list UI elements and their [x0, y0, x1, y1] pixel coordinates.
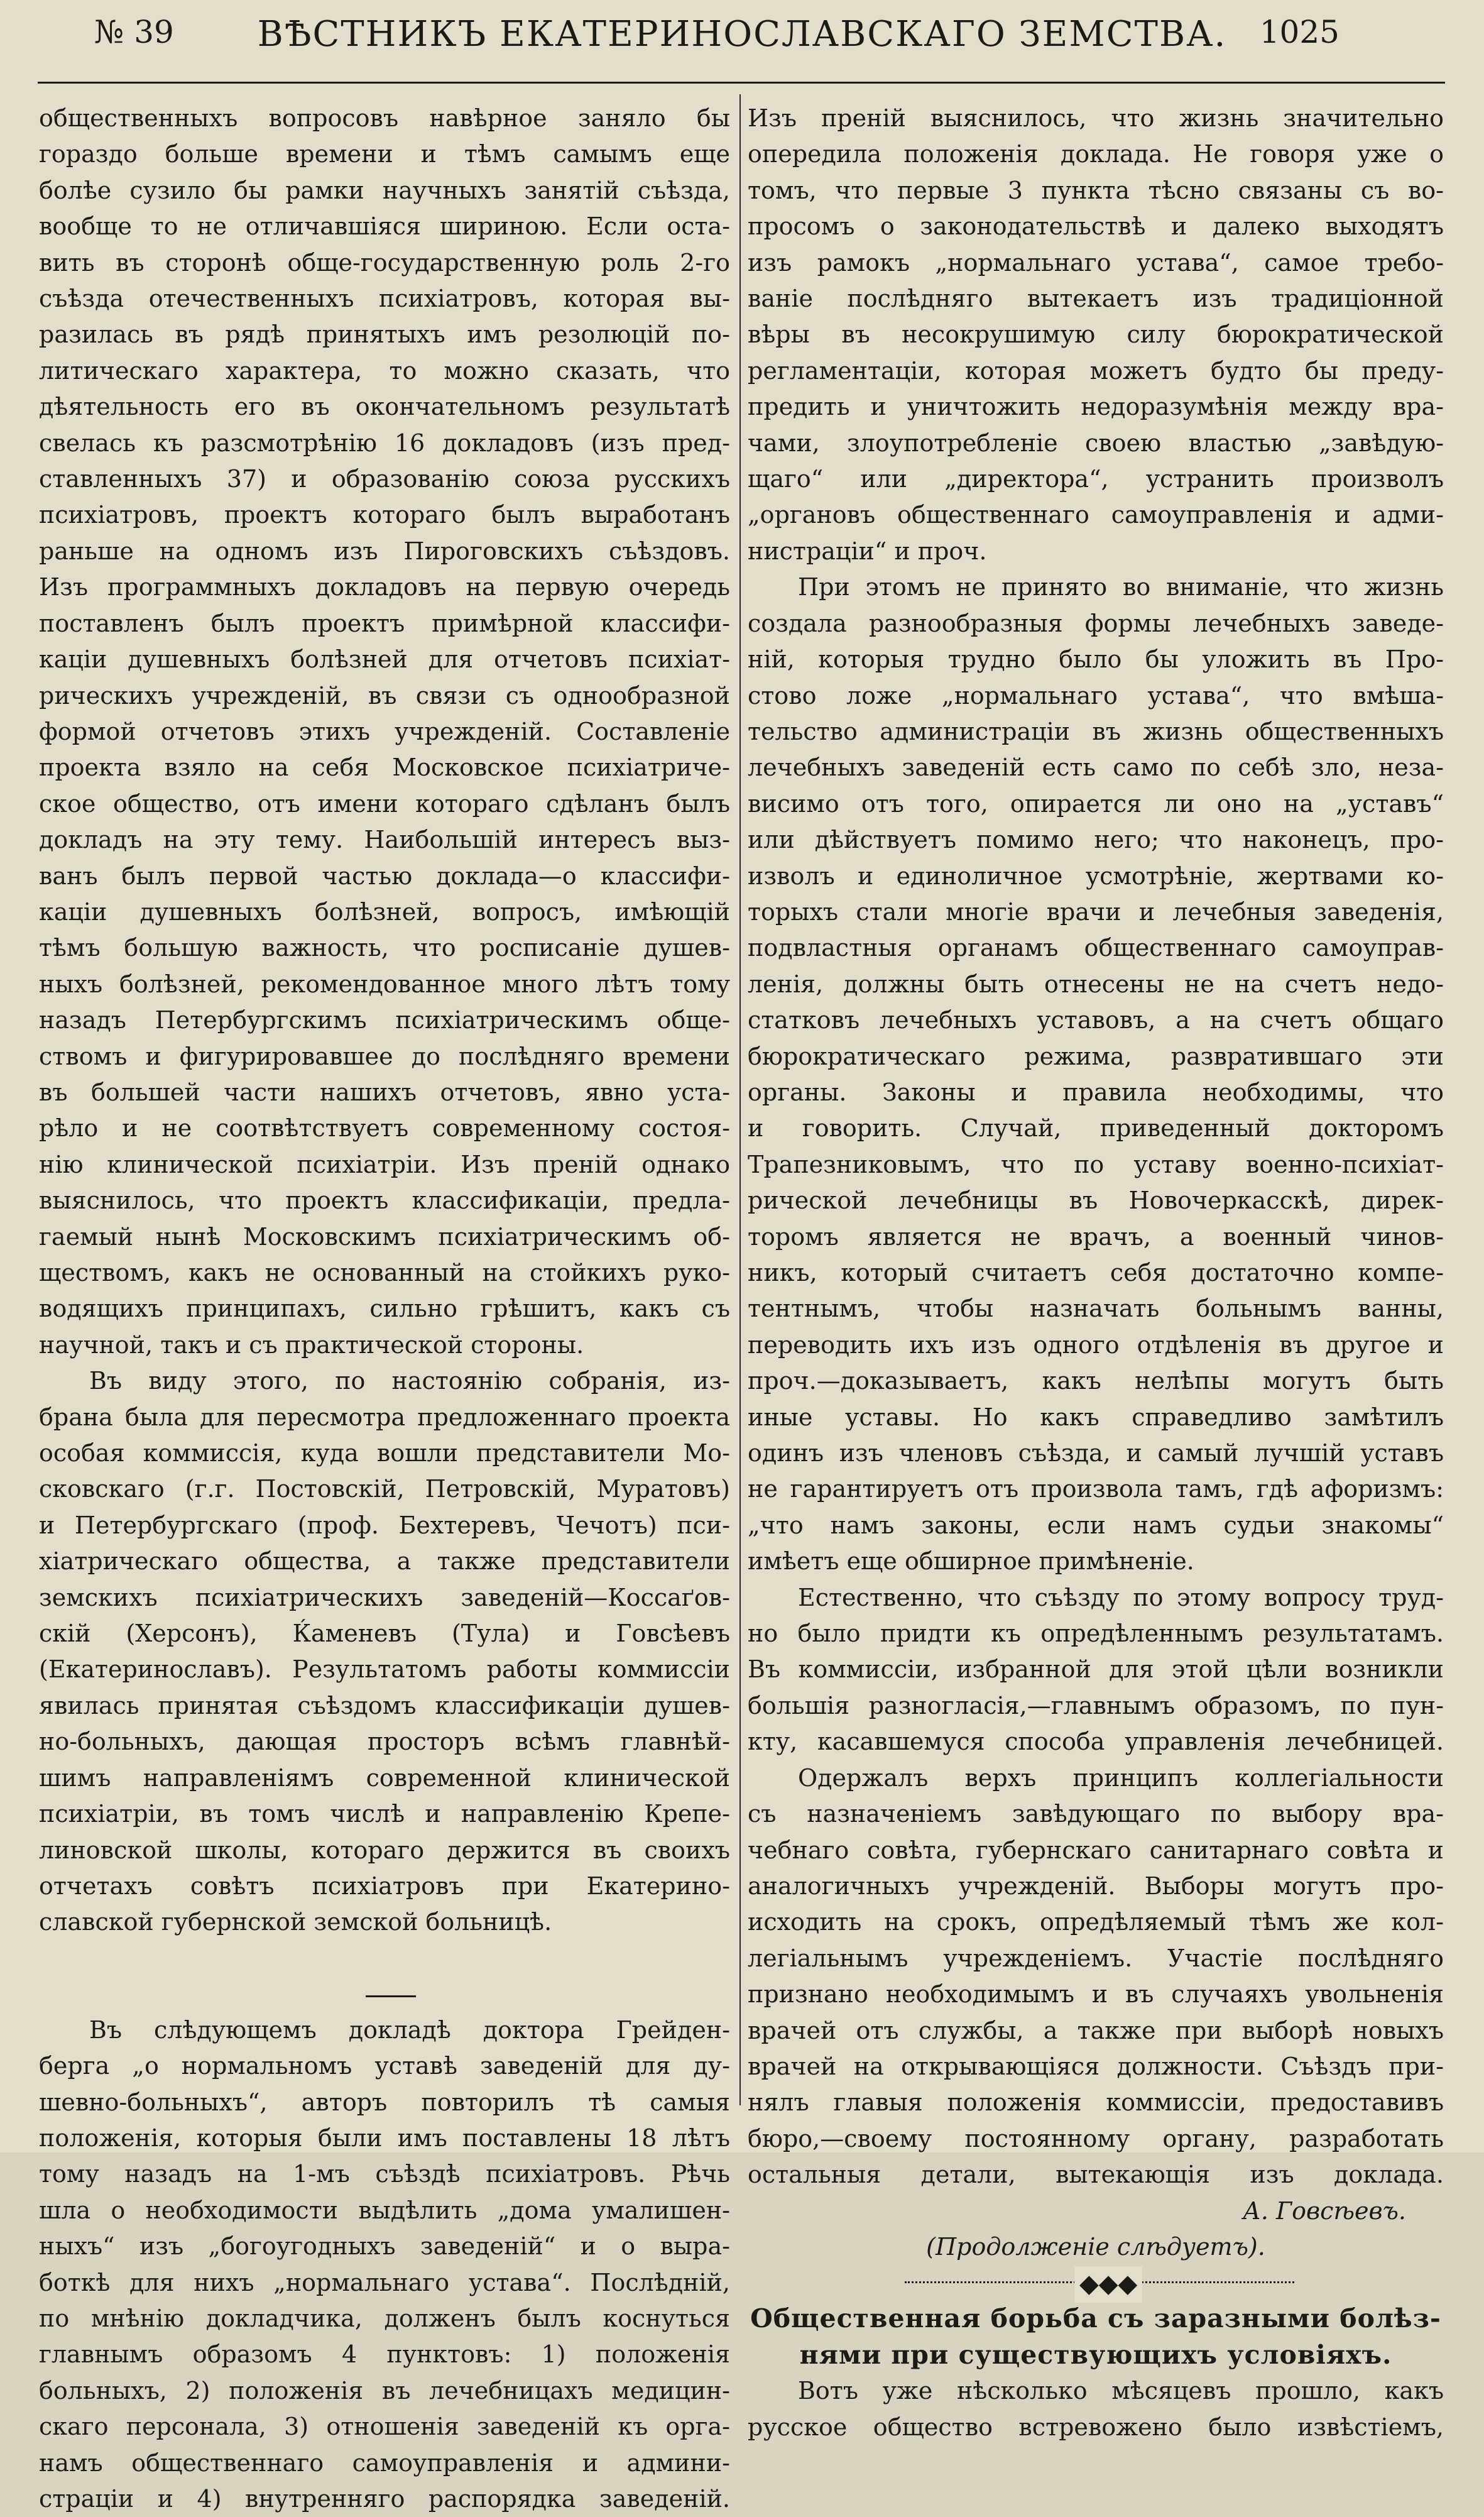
text-line: ванъ былъ первой частью доклада—о классифи- — [39, 862, 730, 890]
text-line: легіальнымъ учрежденіемъ. Участіе послѣдняго — [748, 1944, 1444, 1972]
text-line: ныхъ болѣзней, рекомендованное много лѣтъ тому — [39, 970, 730, 998]
text-line: При этомъ не принято во вниманіе, что жизнь — [798, 573, 1444, 601]
text-line: и Петербургскаго (проф. Бехтеревъ, Чечотъ) пси- — [39, 1511, 730, 1539]
text-line: просомъ о законодательствѣ и далеко выходятъ — [748, 212, 1444, 241]
text-line: изъ рамокъ „нормальнаго устава“, самое требо- — [748, 248, 1444, 277]
text-line: вѣры въ несокрушимую силу бюрократической — [748, 321, 1444, 349]
right-column-text — [748, 101, 1444, 2193]
text-line: Трапезниковымъ, что по уставу военно-психіат- — [748, 1150, 1444, 1178]
text-line: литическаго характера, то можно сказать, что — [39, 356, 730, 385]
text-line: подвластныя органамъ общественнаго самоуправ- — [748, 934, 1444, 962]
text-line: тому назадъ на 1-мъ съѣздѣ психіатровъ. Рѣчь — [39, 2160, 730, 2188]
text-line: ній, которыя трудно было бы уложить въ Про- — [748, 645, 1444, 674]
text-line: рическихъ учрежденій, въ связи съ однообразной — [39, 681, 730, 710]
text-line: докладъ на эту тему. Наибольшій интересъ выз- — [39, 826, 730, 854]
ornament-diamonds: ◆◆◆ — [1074, 2266, 1142, 2302]
text-line: рической лечебницы въ Новочеркасскѣ, дирек- — [748, 1187, 1444, 1215]
text-line: намъ общественнаго самоуправленія и админи- — [39, 2448, 730, 2477]
text-line: проекта взяло на себя Московское психіатриче- — [39, 754, 730, 782]
text-line: шла о необходимости выдѣлить „дома умалишен- — [39, 2196, 730, 2224]
author-signature: А. Говсѣевъ. — [1243, 2196, 1406, 2225]
text-line: вить въ сторонѣ обще-государственную роль 2-го — [39, 248, 730, 277]
text-line: лечебныхъ заведеній есть само по себѣ зло, неза- — [748, 754, 1444, 782]
text-line: свелась къ разсмотрѣнію 16 докладовъ (изъ пред- — [39, 429, 730, 457]
text-line: назадъ Петербургскимъ психіатрическимъ обще- — [39, 1006, 730, 1034]
text-line: общественныхъ вопросовъ навѣрное заняло бы — [39, 104, 730, 132]
text-line: земскихъ психіатрическихъ заведеній—Коссаґов- — [39, 1583, 730, 1611]
text-line: органы. Законы и правила необходимы, что — [748, 1078, 1444, 1106]
text-line: признано необходимымъ и въ случаяхъ увольненія — [748, 1980, 1444, 2009]
text-line: Изъ преній выяснилось, что жизнь значительно — [748, 104, 1444, 132]
section-ornament — [748, 2265, 1444, 2301]
text-line: большія разногласія,—главнымъ образомъ, по пун- — [748, 1691, 1444, 1719]
text-line: поставленъ былъ проектъ примѣрной классифи- — [39, 609, 730, 637]
text-line: шевно-больныхъ“, авторъ повторилъ тѣ самыя — [39, 2088, 730, 2116]
right-column — [748, 101, 1444, 2445]
text-line: скаго персонала, 3) отношенія заведеній къ орга- — [39, 2413, 730, 2441]
text-line: исходить на срокъ, опредѣляемый тѣмъ же кол- — [748, 1908, 1444, 1936]
article-title-line-2: нями при существующихъ условіяхъ. — [799, 2339, 1392, 2370]
text-line: Естественно, что съѣзду по этому вопросу труд- — [798, 1583, 1444, 1611]
text-line: выяснилось, что проектъ классификаціи, предла- — [39, 1187, 730, 1215]
text-line: изволъ и единоличное усмотрѣніе, жертвами ко- — [748, 862, 1444, 890]
text-line: особая коммиссія, куда вошли представители Мо- — [39, 1439, 730, 1467]
text-line: съѣзда отечественныхъ психіатровъ, которая вы- — [39, 285, 730, 313]
text-line: регламентаціи, которая можетъ будто бы преду- — [748, 356, 1444, 385]
text-line: ское общество, отъ имени котораго сдѣланъ былъ — [39, 789, 730, 818]
text-line: главнымъ образомъ 4 пунктовъ: 1) положенія — [39, 2340, 730, 2369]
text-line: дѣятельность его въ окончательномъ результатѣ — [39, 393, 730, 421]
text-line: не гарантируетъ отъ произвола тамъ, гдѣ афоризмъ: — [748, 1475, 1444, 1503]
text-line: щаго“ или „директора“, устранить произволъ — [748, 465, 1444, 493]
page-header — [0, 0, 1484, 82]
left-column — [39, 101, 730, 2517]
column-divider — [739, 94, 741, 2105]
text-line: гораздо больше времени и тѣмъ самымъ еще — [39, 140, 730, 168]
text-line: создала разнообразныя формы лечебныхъ заведе- — [748, 609, 1444, 637]
text-line: положенія, которыя были имъ поставлены 18 лѣтъ — [39, 2124, 730, 2152]
text-line: (Екатеринославъ). Результатомъ работы коммиссіи — [39, 1655, 730, 1684]
text-line: каціи душевныхъ болѣзней для отчетовъ психіат- — [39, 645, 730, 674]
text-line: и говорить. Случай, приведенный докторомъ — [748, 1114, 1444, 1143]
text-line: разилась въ рядѣ принятыхъ имъ резолюцій по- — [39, 321, 730, 349]
page-number: 1025 — [1259, 14, 1339, 50]
text-line: линовской школы, котораго держится въ своихъ — [39, 1836, 730, 1864]
text-line: томъ, что первые 3 пункта тѣсно связаны съ во- — [748, 176, 1444, 204]
text-line: статковъ лечебныхъ уставовъ, а на счетъ общаго — [748, 1006, 1444, 1034]
text-line: гаемый нынѣ Московскимъ психіатрическимъ об- — [39, 1222, 730, 1251]
text-line: раньше на одномъ изъ Пироговскихъ съѣздовъ. — [39, 537, 730, 565]
text-line: тентнымъ, чтобы назначать больнымъ ванны, — [748, 1295, 1444, 1323]
text-line: рѣло и не соотвѣтствуетъ современному состоя- — [39, 1114, 730, 1143]
article-body — [748, 2373, 1444, 2445]
text-line: остальныя детали, вытекающія изъ доклада. — [748, 2161, 1444, 2189]
section-separator — [39, 1977, 730, 2012]
text-line: отчетахъ совѣтъ психіатровъ при Екатерино- — [39, 1872, 730, 1900]
text-line: тельство администраціи въ жизнь общественныхъ — [748, 717, 1444, 745]
text-line: кту, касавшемуся способа управленія лечебницей. — [748, 1728, 1444, 1756]
text-line: нистраціи“ и проч. — [748, 537, 987, 565]
text-line: научной, такъ и съ практической стороны. — [39, 1330, 584, 1359]
text-line: брана была для пересмотра предложеннаго проекта — [39, 1403, 730, 1431]
text-line: бюро,—своему постоянному органу, разработать — [748, 2124, 1444, 2152]
text-line: съ назначеніемъ завѣдующаго по выбору вра- — [748, 1800, 1444, 1828]
text-line: въ большей части нашихъ отчетовъ, явно уста- — [39, 1078, 730, 1106]
text-line: по мнѣнію докладчика, долженъ былъ коснуться — [39, 2304, 730, 2332]
text-line: торыхъ стали многіе врачи и лечебныя заведенія, — [748, 897, 1444, 926]
text-line: висимо отъ того, опирается ли оно на „уставъ“ — [748, 789, 1444, 818]
text-line: бюрократическаго режима, развратившаго эти — [748, 1042, 1444, 1070]
text-line: ваніе послѣдняго вытекаетъ изъ традиціонной — [748, 285, 1444, 313]
text-line: сковскаго (г.г. Постовскій, Петровскій, Муратовъ) — [39, 1475, 730, 1503]
text-line: формой отчетовъ этихъ учрежденій. Составленіе — [39, 717, 730, 745]
header-rule — [38, 82, 1445, 84]
text-line: или дѣйствуетъ помимо него; что наконецъ, про- — [748, 826, 1444, 854]
text-line: ществомъ, какъ не основанный на стойкихъ руко- — [39, 1259, 730, 1286]
text-line: нію клинической психіатріи. Изъ преній однако — [39, 1150, 730, 1178]
text-line: Изъ программныхъ докладовъ на первую очередь — [39, 573, 730, 601]
text-line: чами, злоупотребленіе своею властью „завѣдую- — [748, 429, 1444, 457]
text-line: „органовъ общественнаго самоуправленія и адми- — [748, 501, 1444, 529]
text-line: но-больныхъ, дающая просторъ всѣмъ главнѣй- — [39, 1728, 730, 1756]
issue-number: № 39 — [94, 14, 174, 50]
text-line: предить и уничтожить недоразумѣнія между вра- — [748, 393, 1444, 421]
text-line: ныхъ“ изъ „богоугодныхъ заведеній“ и о выра- — [39, 2232, 730, 2261]
text-line: болѣе сузило бы рамки научныхъ занятій съѣзда, — [39, 176, 730, 204]
text-line: тѣмъ большую важность, что росписаніе душев- — [39, 934, 730, 962]
text-line: врачей на открывающіяся должности. Съѣздъ при- — [748, 2052, 1444, 2080]
text-line: вообще то не отличавшіяся шириною. Если оста- — [39, 212, 730, 241]
journal-title: ВѢСТНИКЪ ЕКАТЕРИНОСЛАВСКАГО ЗЕМСТВА. — [257, 14, 1227, 55]
text-line: страціи и 4) внутренняго распорядка заведеній. — [39, 2485, 730, 2513]
text-line: иные уставы. Но какъ справедливо замѣтилъ — [748, 1403, 1444, 1431]
text-line: шимъ направленіямъ современной клинической — [39, 1763, 730, 1792]
text-line: чебнаго совѣта, губернскаго санитарнаго совѣта и — [748, 1836, 1444, 1864]
article-line: Вотъ уже нѣсколько мѣсяцевъ прошло, какъ — [798, 2377, 1444, 2405]
text-line: психіатріи, въ томъ числѣ и направленію Крепе- — [39, 1800, 730, 1828]
text-line: хіатрическаго общества, а также представители — [39, 1547, 730, 1576]
text-line: аналогичныхъ учрежденій. Выборы могутъ про- — [748, 1872, 1444, 1900]
text-line: имѣетъ еще обширное примѣненіе. — [748, 1547, 1194, 1576]
text-line: водящихъ принципахъ, сильно грѣшитъ, какъ съ — [39, 1295, 730, 1323]
text-line: явилась принятая съѣздомъ классификаціи душев- — [39, 1691, 730, 1719]
text-line: скій (Херсонъ), Ќаменевъ (Тула) и Говсѣевъ — [39, 1620, 730, 1648]
blank-line — [39, 1941, 730, 1977]
text-line: „что намъ законы, если намъ судьи знакомы“ — [748, 1511, 1444, 1539]
text-line: но было придти къ опредѣленнымъ результатамъ. — [748, 1620, 1444, 1648]
article-title-line-1: Общественная борьба съ заразными болѣз- — [750, 2303, 1441, 2334]
text-line: ствомъ и фигурировавшее до послѣдняго времени — [39, 1042, 730, 1070]
text-line: врачей отъ службы, а также при выборѣ новыхъ — [748, 2016, 1444, 2044]
text-line: психіатровъ, проектъ котораго былъ выработанъ — [39, 501, 730, 529]
text-line: торомъ является не врачъ, а военный чинов- — [748, 1222, 1444, 1251]
continuation-note: (Продолженіе слѣдуетъ). — [926, 2232, 1265, 2261]
text-line: больныхъ, 2) положенія въ лечебницахъ медицин- — [39, 2376, 730, 2405]
article-line: русское общество встревожено было извѣстіемъ, — [748, 2413, 1444, 2441]
text-line: Въ слѣдующемъ докладѣ доктора Грейден- — [89, 2015, 730, 2044]
text-line: славской губернской земской больницѣ. — [39, 1908, 552, 1936]
text-line: боткѣ для нихъ „нормальнаго устава“. Послѣдній, — [39, 2268, 730, 2296]
text-line: Въ виду этого, по настоянію собранія, из- — [89, 1367, 730, 1395]
text-line: переводить ихъ изъ одного отдѣленія въ другое и — [748, 1330, 1444, 1359]
text-line: опередила положенія доклада. Не говоря уже о — [748, 140, 1444, 168]
text-line: стово ложе „нормальнаго устава“, что вмѣша- — [748, 681, 1444, 710]
text-line: Въ коммиссіи, избранной для этой цѣли возникли — [748, 1655, 1444, 1684]
text-line: одинъ изъ членовъ съѣзда, и самый лучшій уставъ — [748, 1439, 1444, 1467]
text-line: проч.—доказываетъ, какъ нелѣпы могутъ быть — [748, 1367, 1444, 1395]
text-line: ставленныхъ 37) и образованію союза русскихъ — [39, 465, 730, 493]
text-line: никъ, который считаетъ себя достаточно компе- — [748, 1259, 1444, 1286]
text-line: нялъ главыя положенія коммиссіи, предоставивъ — [748, 2088, 1444, 2117]
text-line: Одержалъ верхъ принципъ коллегіальности — [798, 1763, 1444, 1792]
text-line: берга „о нормальномъ уставѣ заведеній для ду- — [39, 2052, 730, 2080]
text-line: каціи душевныхъ болѣзней, вопросъ, имѣющій — [39, 897, 730, 926]
text-line: ленія, должны быть отнесены не на счетъ недо- — [748, 970, 1444, 998]
